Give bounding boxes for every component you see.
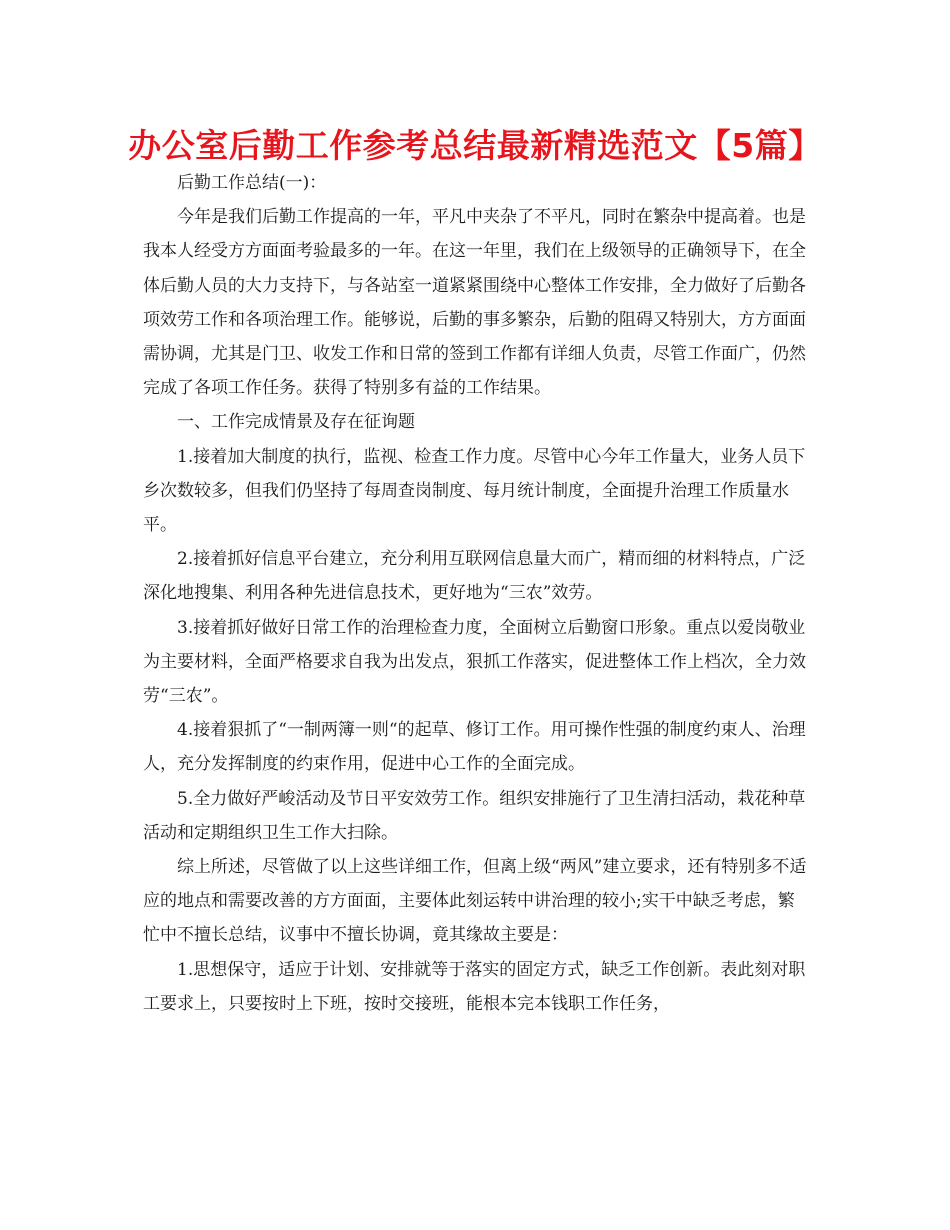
paragraph-item-3: 3.接着抓好做好日常工作的治理检查力度，全面树立后勤窗口形象。重点以爱岗敬业为主要材料，全面严格要求自我为出发点，狠抓工作落实，促进整体工作上档次，全力效劳“三农”。 (143, 617, 806, 707)
paragraph-section-heading: 后勤工作总结(一)： (177, 173, 327, 193)
paragraph-summary: 综上所述，尽管做了以上这些详细工作，但离上级“两风”建立要求，还有特别多不适应的地点和需要改善的方方面面，主要体此刻运转中讲治理的较小;实干中缺乏考虑，繁忙中不擅长总结，议事中不擅长协调，竟其缘故主要是： (143, 857, 807, 946)
paragraph-reason-1: 1.思想保守，适应于计划、安排就等于落实的固定方式，缺乏工作创新。表此刻对职工要求上，只要按时上下班，按时交接班，能根本完本钱职工作任务， (143, 959, 806, 1014)
paragraph-item-4: 4.接着狠抓了“一制两簿一则“的起草、修订工作。用可操作性强的制度约束人、治理人，充分发挥制度的约束作用，促进中心工作的全面完成。 (143, 720, 806, 775)
document-body (143, 166, 808, 1021)
paragraph-intro: 今年是我们后勤工作提高的一年，平凡中夹杂了不平凡，同时在繁杂中提高着。也是我本人经受方方面面考验最多的一年。在这一年里，我们在上级领导的正确领导下，在全体后勤人员的大力支持下，与各站室一道紧紧围绕中心整体工作安排，全力做好了后勤各项效劳工作和各项治理工作。能够说，后勤的事多繁杂，后勤的阻碍又特别大，方方面面需协调，尤其是门卫、收发工作和日常的签到工作都有详细人负责，尽管工作面广，仍然完成了各项工作任务。获得了特别多有益的工作结果。 (143, 207, 806, 399)
paragraph-item-1: 1.接着加大制度的执行，监视、检查工作力度。尽管中心今年工作量大，业务人员下乡次数较多，但我们仍坚持了每周查岗制度、每月统计制度，全面提升治理工作质量水平。 (143, 446, 806, 536)
paragraph-subheading: 一、工作完成情景及存在征询题 (177, 412, 415, 433)
document-title: 办公室后勤工作参考总结最新精选范文【5篇】 (128, 126, 822, 165)
paragraph-item-2: 2.接着抓好信息平台建立，充分利用互联网信息量大而广，精而细的材料特点，广泛深化地搜集、利用各种先进信息技术，更好地为“三农”效劳。 (143, 549, 806, 604)
paragraph-item-5: 5.全力做好严峻活动及节日平安效劳工作。组织安排施行了卫生清扫活动，栽花种草活动和定期组织卫生工作大扫除。 (143, 788, 806, 843)
